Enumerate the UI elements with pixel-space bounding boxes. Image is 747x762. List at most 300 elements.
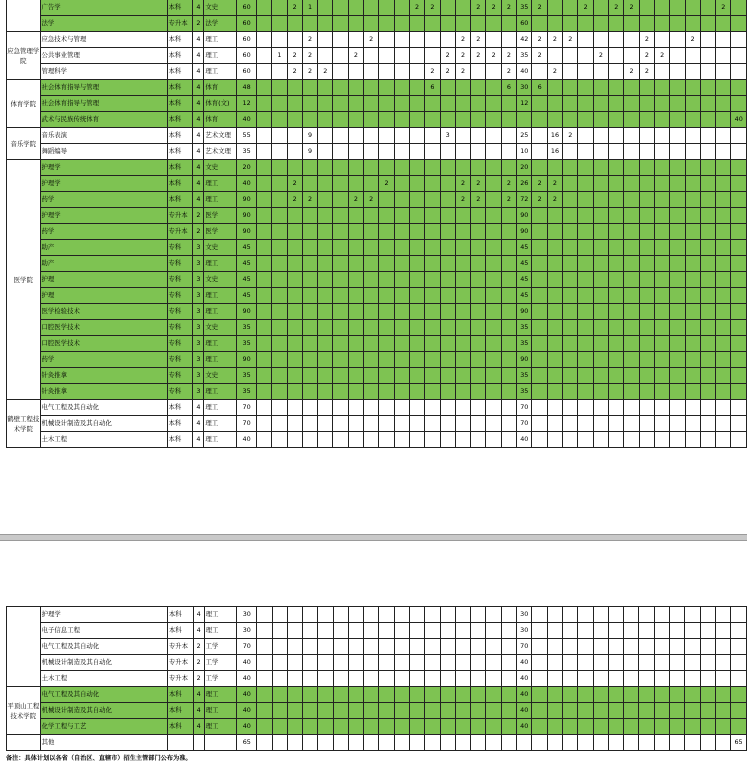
table-row (7, 368, 747, 384)
quota-cell (257, 655, 272, 671)
years-cell: 2 (193, 655, 204, 671)
table-row (7, 16, 747, 32)
quota-cell (639, 432, 654, 448)
quota-cell (287, 224, 302, 240)
quota-cell (685, 80, 700, 96)
quota-cell (272, 368, 287, 384)
quota-cell: 2 (655, 48, 670, 64)
quota-cell (608, 735, 623, 751)
quota-cell (501, 623, 516, 639)
quota-cell (272, 176, 287, 192)
quota-cell (624, 352, 639, 368)
level-cell: 专升本 (167, 639, 193, 655)
quota-cell (287, 432, 302, 448)
quota-cell: 2 (547, 176, 562, 192)
quota-cell (394, 224, 409, 240)
quota-cell (731, 655, 747, 671)
total-cell: 45 (237, 288, 257, 304)
quota-cell (593, 192, 608, 208)
quota-cell (501, 288, 516, 304)
quota-cell: 35 (517, 384, 532, 400)
quota-cell (700, 384, 715, 400)
quota-cell (716, 416, 731, 432)
quota-cell (501, 128, 516, 144)
major-cell: 土木工程 (40, 432, 167, 448)
quota-cell (272, 208, 287, 224)
quota-cell (287, 240, 302, 256)
quota-cell (639, 671, 654, 687)
quota-cell (272, 607, 287, 623)
major-cell: 护理学 (40, 176, 167, 192)
quota-cell (532, 208, 547, 224)
quota-cell (547, 655, 562, 671)
quota-cell (486, 112, 501, 128)
quota-cell (655, 416, 670, 432)
years-cell (193, 735, 204, 751)
quota-cell (440, 160, 455, 176)
quota-cell (348, 639, 363, 655)
quota-cell (348, 256, 363, 272)
quota-cell (639, 112, 654, 128)
quota-cell (639, 320, 654, 336)
quota-cell: 70 (517, 400, 532, 416)
quota-cell (700, 735, 715, 751)
quota-cell (272, 703, 287, 719)
quota-cell (700, 80, 715, 96)
table-row (7, 0, 747, 16)
quota-cell (578, 352, 593, 368)
quota-cell (333, 416, 348, 432)
quota-cell (639, 304, 654, 320)
quota-cell (272, 304, 287, 320)
quota-cell (624, 703, 639, 719)
quota-cell (348, 16, 363, 32)
level-cell: 本科 (167, 719, 193, 735)
quota-cell: 2 (471, 192, 486, 208)
quota-cell (685, 623, 700, 639)
quota-cell (471, 80, 486, 96)
quota-cell (563, 208, 578, 224)
category-cell: 艺术文理 (204, 144, 237, 160)
quota-cell (501, 112, 516, 128)
quota-cell (486, 16, 501, 32)
quota-cell (639, 703, 654, 719)
quota-cell (532, 16, 547, 32)
quota-cell (670, 64, 685, 80)
quota-cell (440, 112, 455, 128)
quota-cell (670, 112, 685, 128)
quota-cell (348, 320, 363, 336)
quota-cell (700, 32, 715, 48)
quota-cell (257, 368, 272, 384)
quota-cell (455, 16, 470, 32)
total-cell: 40 (237, 703, 257, 719)
quota-cell (547, 432, 562, 448)
category-cell: 理工 (204, 719, 237, 735)
quota-cell (700, 160, 715, 176)
quota-cell (333, 160, 348, 176)
total-cell: 40 (237, 655, 257, 671)
quota-cell (440, 80, 455, 96)
quota-cell (318, 719, 333, 735)
quota-cell (562, 623, 577, 639)
quota-cell (425, 400, 440, 416)
quota-cell (669, 607, 684, 623)
quota-cell (379, 400, 394, 416)
quota-cell (655, 384, 670, 400)
quota-cell: 35 (517, 48, 532, 64)
quota-cell (547, 384, 562, 400)
quota-cell (609, 336, 624, 352)
quota-cell (501, 719, 516, 735)
quota-cell (318, 80, 333, 96)
quota-cell (348, 160, 363, 176)
quota-cell: 26 (517, 176, 532, 192)
category-cell: 理工 (204, 336, 237, 352)
quota-cell (731, 687, 747, 703)
quota-cell (547, 16, 562, 32)
quota-cell (563, 112, 578, 128)
quota-cell (624, 144, 639, 160)
quota-cell (394, 96, 409, 112)
quota-cell (700, 368, 715, 384)
table-row (7, 256, 747, 272)
quota-cell (609, 16, 624, 32)
quota-cell (486, 400, 501, 416)
quota-cell (425, 160, 440, 176)
category-cell: 理工 (204, 352, 237, 368)
quota-cell (593, 16, 608, 32)
quota-cell (364, 288, 379, 304)
quota-cell (486, 192, 501, 208)
quota-cell (425, 144, 440, 160)
quota-cell (440, 639, 455, 655)
quota-cell (364, 80, 379, 96)
table-row (7, 80, 747, 96)
level-cell: 本科 (167, 112, 193, 128)
quota-cell (471, 224, 486, 240)
quota-cell (379, 384, 394, 400)
quota-cell (716, 176, 731, 192)
quota-cell (333, 0, 348, 16)
quota-cell (287, 735, 302, 751)
quota-cell (440, 719, 455, 735)
quota-cell (379, 48, 394, 64)
quota-cell (471, 384, 486, 400)
quota-cell (348, 416, 363, 432)
quota-cell (333, 256, 348, 272)
major-cell: 武术与民族传统体育 (40, 112, 167, 128)
quota-cell (257, 288, 272, 304)
quota-cell (303, 687, 318, 703)
years-cell: 3 (193, 256, 204, 272)
quota-cell (440, 671, 455, 687)
quota-cell (364, 112, 379, 128)
total-cell: 60 (237, 32, 257, 48)
quota-cell (639, 735, 654, 751)
years-cell: 4 (193, 144, 204, 160)
level-cell: 本科 (167, 80, 193, 96)
quota-cell (593, 32, 608, 48)
quota-cell (486, 272, 501, 288)
quota-cell (624, 607, 639, 623)
quota-cell (287, 336, 302, 352)
major-cell: 化学工程与工艺 (40, 719, 167, 735)
quota-cell (655, 80, 670, 96)
quota-cell (486, 144, 501, 160)
quota-cell (425, 48, 440, 64)
quota-cell (501, 703, 516, 719)
quota-cell (563, 416, 578, 432)
quota-cell (379, 128, 394, 144)
total-cell: 70 (237, 416, 257, 432)
years-cell: 3 (193, 304, 204, 320)
quota-cell (578, 719, 593, 735)
college-cell: 音乐学院 (7, 128, 41, 160)
quota-cell (440, 384, 455, 400)
quota-cell: 2 (348, 48, 363, 64)
quota-cell (685, 304, 700, 320)
quota-cell (440, 32, 455, 48)
quota-cell (364, 719, 379, 735)
quota-cell (624, 272, 639, 288)
quota-cell (532, 623, 547, 639)
total-cell: 60 (237, 16, 257, 32)
quota-cell (670, 288, 685, 304)
quota-cell (348, 96, 363, 112)
quota-cell (394, 416, 409, 432)
quota-cell: 70 (517, 639, 532, 655)
quota-cell (471, 144, 486, 160)
quota-cell (655, 352, 670, 368)
quota-cell (654, 639, 669, 655)
quota-cell: 2 (455, 176, 470, 192)
quota-cell (593, 320, 608, 336)
years-cell: 4 (193, 719, 204, 735)
quota-cell (731, 208, 747, 224)
quota-cell (563, 320, 578, 336)
quota-cell (348, 64, 363, 80)
quota-cell (440, 607, 455, 623)
years-cell: 3 (193, 272, 204, 288)
quota-cell: 2 (455, 192, 470, 208)
level-cell: 本科 (167, 192, 193, 208)
quota-cell (486, 32, 501, 48)
quota-cell (394, 352, 409, 368)
quota-cell (486, 655, 501, 671)
total-cell: 90 (237, 224, 257, 240)
college-cell (7, 607, 41, 687)
quota-cell (455, 320, 470, 336)
total-cell: 35 (237, 320, 257, 336)
quota-cell (302, 272, 317, 288)
quota-cell: 20 (517, 160, 532, 176)
quota-cell (731, 623, 747, 639)
quota-cell (593, 288, 608, 304)
category-cell: 医学 (204, 224, 237, 240)
quota-cell (501, 144, 516, 160)
quota-cell (670, 320, 685, 336)
quota-cell (715, 639, 730, 655)
table-row (7, 384, 747, 400)
college-cell: 体育学院 (7, 80, 41, 128)
quota-cell (333, 272, 348, 288)
quota-cell: 9 (302, 144, 317, 160)
quota-cell (593, 272, 608, 288)
quota-cell (731, 671, 747, 687)
quota-cell: 2 (471, 32, 486, 48)
quota-cell (501, 400, 516, 416)
quota-cell: 30 (517, 623, 532, 639)
quota-cell (670, 384, 685, 400)
major-cell: 舞蹈编导 (40, 144, 167, 160)
quota-cell (425, 192, 440, 208)
major-cell: 护理 (40, 272, 167, 288)
quota-cell (333, 96, 348, 112)
quota-cell (455, 240, 470, 256)
table-row (7, 336, 747, 352)
quota-cell (440, 320, 455, 336)
table-row (7, 304, 747, 320)
quota-cell (379, 703, 394, 719)
quota-cell (593, 607, 608, 623)
quota-cell (563, 96, 578, 112)
quota-cell (455, 639, 470, 655)
category-cell: 文史 (204, 160, 237, 176)
quota-cell (486, 96, 501, 112)
quota-cell (333, 432, 348, 448)
quota-cell (609, 400, 624, 416)
quota-cell (486, 719, 501, 735)
years-cell: 4 (193, 48, 204, 64)
level-cell: 本科 (167, 432, 193, 448)
quota-cell (501, 639, 516, 655)
quota-cell (257, 336, 272, 352)
quota-cell (333, 607, 348, 623)
quota-cell (425, 623, 440, 639)
quota-cell (532, 719, 547, 735)
quota-cell (700, 208, 715, 224)
quota-cell (440, 288, 455, 304)
quota-cell: 2 (547, 32, 562, 48)
quota-cell (655, 256, 670, 272)
quota-cell (303, 703, 318, 719)
category-cell: 体育(文) (204, 96, 237, 112)
quota-cell (379, 416, 394, 432)
quota-cell (410, 703, 425, 719)
category-cell: 理工 (204, 48, 237, 64)
quota-cell (455, 336, 470, 352)
quota-cell: 2 (609, 0, 624, 16)
quota-cell (731, 144, 747, 160)
quota-cell (287, 368, 302, 384)
total-cell: 60 (237, 48, 257, 64)
quota-cell (348, 208, 363, 224)
table-row (7, 639, 747, 655)
level-cell: 本科 (167, 64, 193, 80)
quota-cell: 2 (287, 176, 302, 192)
quota-cell (287, 304, 302, 320)
quota-cell (272, 192, 287, 208)
quota-cell (563, 0, 578, 16)
quota-cell (700, 192, 715, 208)
quota-cell (578, 288, 593, 304)
quota-cell (547, 160, 562, 176)
quota-cell (639, 288, 654, 304)
quota-cell: 30 (517, 607, 532, 623)
quota-cell (716, 64, 731, 80)
quota-cell (639, 240, 654, 256)
years-cell: 4 (193, 416, 204, 432)
quota-cell (471, 16, 486, 32)
quota-cell (716, 432, 731, 448)
quota-cell (455, 432, 470, 448)
quota-cell (501, 671, 516, 687)
quota-cell (501, 160, 516, 176)
quota-cell (670, 96, 685, 112)
quota-cell (455, 112, 470, 128)
quota-cell (394, 336, 409, 352)
quota-cell (394, 671, 409, 687)
quota-cell: 35 (517, 368, 532, 384)
quota-cell: 6 (532, 80, 547, 96)
quota-cell (425, 735, 440, 751)
quota-cell (409, 320, 424, 336)
quota-cell (562, 719, 577, 735)
quota-cell (655, 208, 670, 224)
quota-cell (318, 607, 333, 623)
quota-cell (639, 639, 654, 655)
quota-cell (532, 416, 547, 432)
quota-cell (409, 32, 424, 48)
quota-cell (563, 64, 578, 80)
quota-cell (578, 639, 593, 655)
quota-cell (715, 607, 730, 623)
quota-cell (578, 96, 593, 112)
quota-cell: 40 (517, 719, 532, 735)
quota-cell (272, 432, 287, 448)
quota-cell (578, 128, 593, 144)
table-row (7, 719, 747, 735)
quota-cell (379, 272, 394, 288)
quota-cell (578, 176, 593, 192)
quota-cell (624, 687, 639, 703)
quota-cell: 2 (685, 32, 700, 48)
quota-cell: 2 (593, 48, 608, 64)
category-cell: 体育 (204, 80, 237, 96)
quota-cell (425, 368, 440, 384)
quota-cell: 45 (517, 240, 532, 256)
quota-cell (685, 639, 700, 655)
quota-cell (716, 32, 731, 48)
category-cell: 理工 (204, 32, 237, 48)
quota-cell (700, 64, 715, 80)
quota-cell (655, 0, 670, 16)
major-cell: 机械设计制造及其自动化 (40, 416, 167, 432)
quota-cell (716, 112, 731, 128)
quota-cell (669, 639, 684, 655)
quota-cell (257, 416, 272, 432)
quota-cell (394, 400, 409, 416)
quota-cell (563, 16, 578, 32)
quota-cell (257, 607, 272, 623)
quota-cell (593, 735, 608, 751)
total-cell: 40 (237, 719, 257, 735)
quota-cell (455, 208, 470, 224)
quota-cell (333, 352, 348, 368)
quota-cell: 2 (287, 64, 302, 80)
total-cell: 40 (237, 112, 257, 128)
